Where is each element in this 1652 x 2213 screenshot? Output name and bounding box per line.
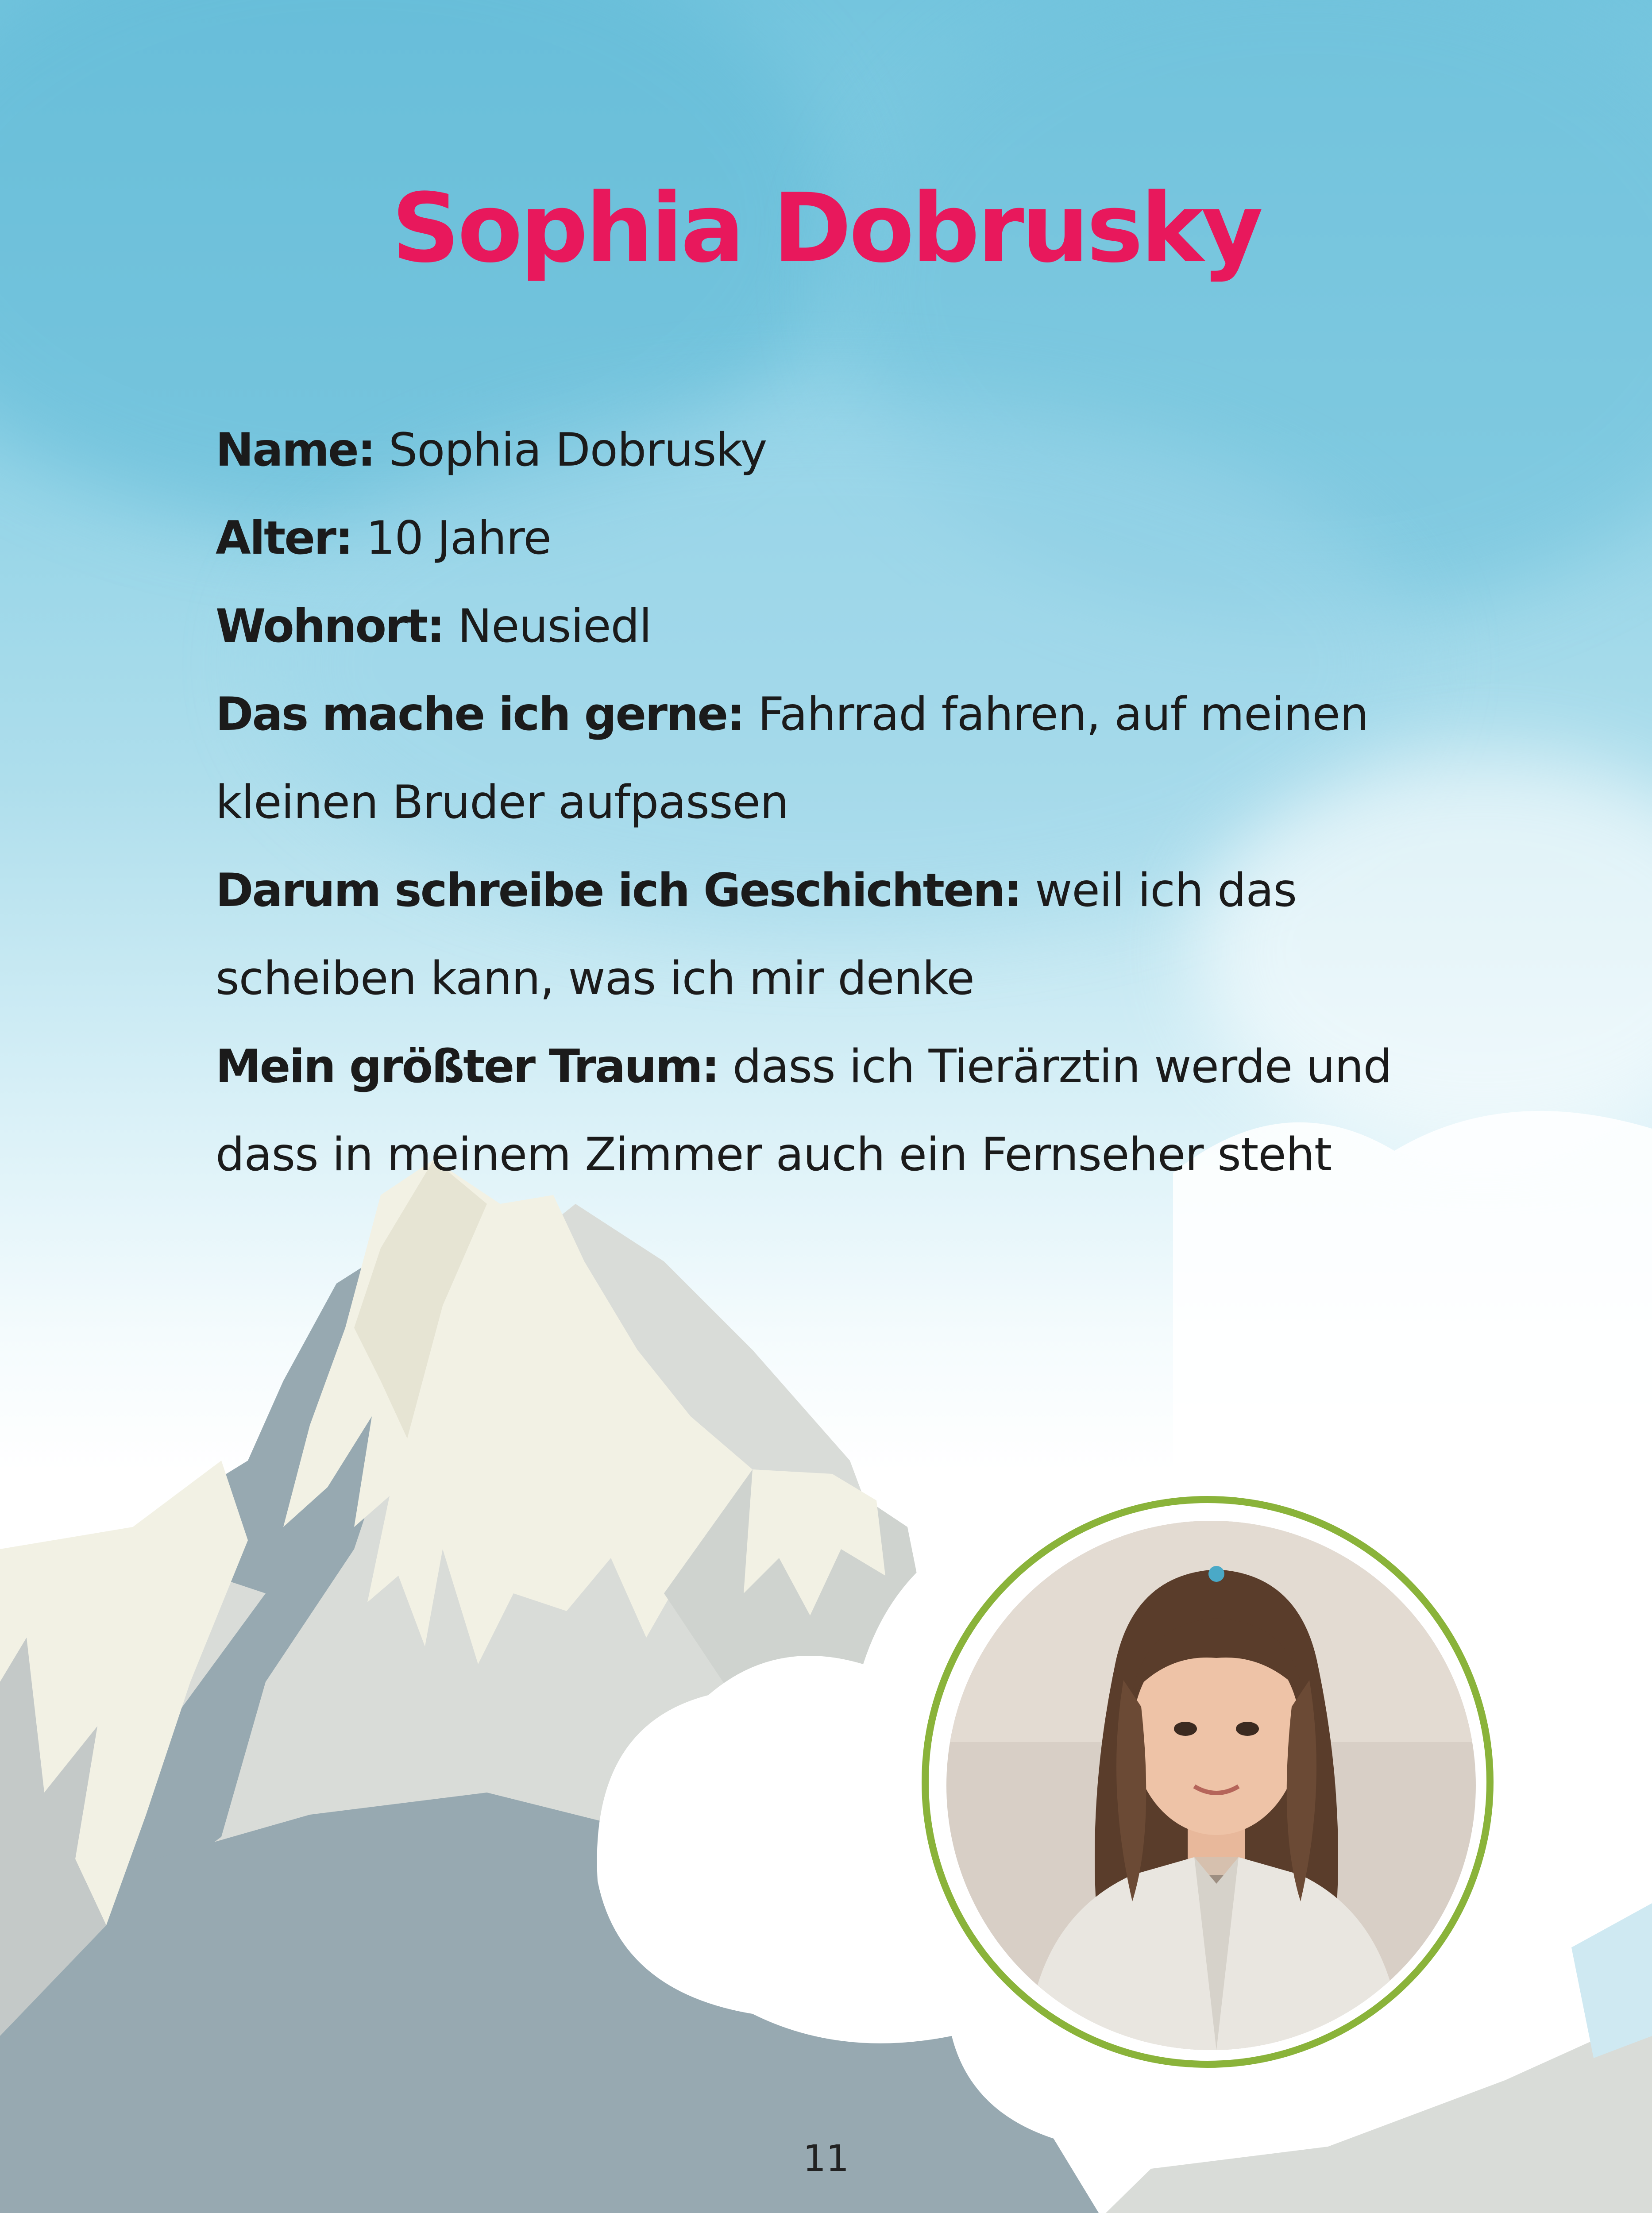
profile-item-residence [216,582,1411,671]
profile-value: Sophia Dobrusky [388,424,767,477]
girl-portrait-photo [946,1521,1476,2050]
portrait-illustration [946,1521,1476,2050]
profile-label: Mein größter Traum: [216,1040,719,1093]
profile-value: dass ich Tierärztin werde und dass in meinem Zimmer auch ein Fernseher steht [216,1040,1392,1181]
profile-label: Name: [216,424,375,477]
profile-label: Alter: [216,512,352,565]
profile-item-name [216,406,1411,494]
profile-item-hobbies [216,671,1411,847]
profile-list [216,406,1411,1199]
profile-item-age [216,494,1411,582]
profile-item-reason [216,847,1411,1023]
page-title: Sophia Dobrusky [391,173,1261,284]
profile-value: weil ich das scheiben kann, was ich mir denke [216,864,1297,1005]
portrait-frame [922,1496,1494,2068]
page-number: 11 [803,2138,849,2180]
profile-item-dream [216,1023,1411,1199]
profile-label: Wohnort: [216,600,444,653]
profile-value: 10 Jahre [366,512,551,565]
profile-value: Neusiedl [458,600,652,653]
profile-label: Darum schreibe ich Geschichten: [216,864,1021,917]
profile-label: Das mache ich gerne: [216,688,744,741]
profile-value: Fahrrad fahren, auf meinen kleinen Bruder aufpassen [216,688,1368,829]
